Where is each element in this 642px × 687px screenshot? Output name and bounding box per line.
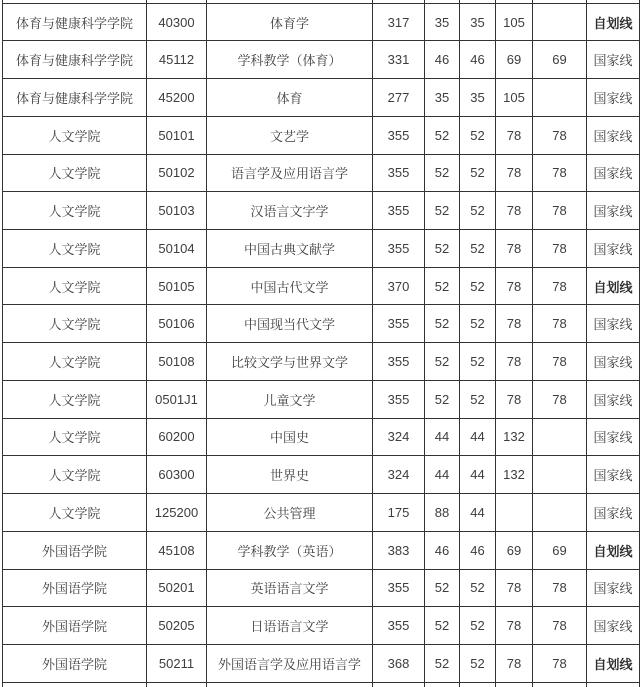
subject-score-cell-2: 52 <box>460 644 496 682</box>
subject-score-cell-1: 88 <box>425 494 460 532</box>
major-name-cell: 语言学及应用语言学 <box>207 154 373 192</box>
table-row <box>3 531 640 569</box>
major-name-cell: 中国古典文献学 <box>207 230 373 268</box>
subject-score-cell-3: 105 <box>496 3 533 41</box>
line-type-cell: 自划线 <box>587 531 640 569</box>
subject-score-cell-4 <box>533 418 587 456</box>
subject-score-cell-1: 46 <box>425 41 460 79</box>
table-row <box>3 607 640 645</box>
subject-score-cell-1: 52 <box>425 116 460 154</box>
college-cell: 人文学院 <box>3 456 147 494</box>
major-code-cell: 45108 <box>147 531 207 569</box>
subject-score-cell-1: 52 <box>425 267 460 305</box>
major-name-cell: 中国现当代文学 <box>207 305 373 343</box>
line-type-cell: 国家线 <box>587 569 640 607</box>
subject-score-cell-4: 78 <box>533 305 587 343</box>
major-name-cell: 儿童文学 <box>207 380 373 418</box>
major-code-cell: 50104 <box>147 230 207 268</box>
college-cell: 人文学院 <box>3 380 147 418</box>
subject-score-cell-3: 78 <box>496 267 533 305</box>
major-code-cell: 50108 <box>147 343 207 381</box>
college-cell: 人文学院 <box>3 343 147 381</box>
major-code-cell: 50205 <box>147 607 207 645</box>
subject-score-cell-1: 44 <box>425 418 460 456</box>
subject-score-cell-3: 78 <box>496 380 533 418</box>
subject-score-cell-3: 78 <box>496 343 533 381</box>
subject-score-cell-2: 52 <box>460 569 496 607</box>
partial-row-cell <box>496 682 533 687</box>
subject-score-cell-2: 52 <box>460 116 496 154</box>
total-score-cell: 324 <box>373 456 425 494</box>
major-code-cell: 40300 <box>147 3 207 41</box>
admission-score-table <box>2 0 640 687</box>
subject-score-cell-4: 78 <box>533 644 587 682</box>
total-score-cell: 175 <box>373 494 425 532</box>
subject-score-cell-3: 78 <box>496 305 533 343</box>
college-cell: 外国语学院 <box>3 531 147 569</box>
college-cell: 人文学院 <box>3 494 147 532</box>
partial-row-cell <box>147 682 207 687</box>
major-name-cell: 体育学 <box>207 3 373 41</box>
subject-score-cell-1: 52 <box>425 230 460 268</box>
subject-score-cell-1: 52 <box>425 154 460 192</box>
line-type-cell: 国家线 <box>587 79 640 117</box>
partial-row-cell <box>587 682 640 687</box>
total-score-cell: 355 <box>373 569 425 607</box>
subject-score-cell-3: 132 <box>496 418 533 456</box>
line-type-cell: 国家线 <box>587 116 640 154</box>
line-type-cell: 国家线 <box>587 343 640 381</box>
table-row <box>3 305 640 343</box>
subject-score-cell-3 <box>496 494 533 532</box>
total-score-cell: 368 <box>373 644 425 682</box>
subject-score-cell-3: 78 <box>496 230 533 268</box>
partial-row-cell <box>425 682 460 687</box>
table-row <box>3 154 640 192</box>
subject-score-cell-2: 52 <box>460 267 496 305</box>
subject-score-cell-2: 52 <box>460 192 496 230</box>
total-score-cell: 370 <box>373 267 425 305</box>
major-name-cell: 公共管理 <box>207 494 373 532</box>
table-row <box>3 3 640 41</box>
major-code-cell: 45200 <box>147 79 207 117</box>
subject-score-cell-1: 52 <box>425 607 460 645</box>
college-cell: 外国语学院 <box>3 644 147 682</box>
subject-score-cell-4: 69 <box>533 531 587 569</box>
subject-score-cell-2: 35 <box>460 3 496 41</box>
subject-score-cell-2: 52 <box>460 230 496 268</box>
college-cell: 体育与健康科学学院 <box>3 79 147 117</box>
major-name-cell: 中国古代文学 <box>207 267 373 305</box>
partial-row-bottom <box>3 682 640 687</box>
table-row <box>3 192 640 230</box>
major-name-cell: 日语语言文学 <box>207 607 373 645</box>
subject-score-cell-1: 44 <box>425 456 460 494</box>
subject-score-cell-4 <box>533 3 587 41</box>
subject-score-cell-1: 46 <box>425 531 460 569</box>
subject-score-cell-1: 35 <box>425 79 460 117</box>
partial-row-cell <box>207 682 373 687</box>
partial-row-cell <box>460 682 496 687</box>
subject-score-cell-4: 78 <box>533 267 587 305</box>
table-row <box>3 116 640 154</box>
line-type-cell: 自划线 <box>587 644 640 682</box>
table-row <box>3 418 640 456</box>
major-name-cell: 汉语言文字学 <box>207 192 373 230</box>
subject-score-cell-3: 78 <box>496 192 533 230</box>
major-code-cell: 50102 <box>147 154 207 192</box>
table-row <box>3 569 640 607</box>
subject-score-cell-2: 44 <box>460 456 496 494</box>
subject-score-cell-3: 105 <box>496 79 533 117</box>
college-cell: 人文学院 <box>3 230 147 268</box>
subject-score-cell-2: 52 <box>460 380 496 418</box>
subject-score-cell-4 <box>533 456 587 494</box>
line-type-cell: 自划线 <box>587 267 640 305</box>
line-type-cell: 国家线 <box>587 41 640 79</box>
table-row <box>3 494 640 532</box>
major-name-cell: 中国史 <box>207 418 373 456</box>
subject-score-cell-2: 52 <box>460 607 496 645</box>
major-name-cell: 体育 <box>207 79 373 117</box>
major-name-cell: 比较文学与世界文学 <box>207 343 373 381</box>
line-type-cell: 自划线 <box>587 3 640 41</box>
subject-score-cell-1: 35 <box>425 3 460 41</box>
subject-score-cell-3: 78 <box>496 607 533 645</box>
table-row <box>3 380 640 418</box>
major-code-cell: 50106 <box>147 305 207 343</box>
line-type-cell: 国家线 <box>587 607 640 645</box>
subject-score-cell-4: 78 <box>533 192 587 230</box>
major-code-cell: 50201 <box>147 569 207 607</box>
subject-score-cell-4: 78 <box>533 607 587 645</box>
subject-score-cell-4: 78 <box>533 569 587 607</box>
major-name-cell: 学科教学（体育） <box>207 41 373 79</box>
partial-row-cell <box>373 682 425 687</box>
table-row <box>3 267 640 305</box>
major-name-cell: 外国语言学及应用语言学 <box>207 644 373 682</box>
partial-row-cell <box>533 682 587 687</box>
subject-score-cell-4 <box>533 79 587 117</box>
subject-score-cell-3: 78 <box>496 154 533 192</box>
table-row <box>3 230 640 268</box>
subject-score-cell-3: 132 <box>496 456 533 494</box>
college-cell: 人文学院 <box>3 116 147 154</box>
line-type-cell: 国家线 <box>587 305 640 343</box>
total-score-cell: 331 <box>373 41 425 79</box>
college-cell: 人文学院 <box>3 267 147 305</box>
subject-score-cell-1: 52 <box>425 644 460 682</box>
line-type-cell: 国家线 <box>587 192 640 230</box>
line-type-cell: 国家线 <box>587 380 640 418</box>
college-cell: 人文学院 <box>3 305 147 343</box>
college-cell: 体育与健康科学学院 <box>3 3 147 41</box>
major-name-cell: 学科教学（英语） <box>207 531 373 569</box>
total-score-cell: 355 <box>373 343 425 381</box>
total-score-cell: 383 <box>373 531 425 569</box>
total-score-cell: 355 <box>373 607 425 645</box>
major-code-cell: 50105 <box>147 267 207 305</box>
major-code-cell: 125200 <box>147 494 207 532</box>
subject-score-cell-2: 46 <box>460 531 496 569</box>
table-row <box>3 41 640 79</box>
subject-score-cell-1: 52 <box>425 343 460 381</box>
table-row <box>3 644 640 682</box>
subject-score-cell-1: 52 <box>425 380 460 418</box>
college-cell: 体育与健康科学学院 <box>3 41 147 79</box>
major-code-cell: 60300 <box>147 456 207 494</box>
table-row <box>3 79 640 117</box>
partial-row-cell <box>3 682 147 687</box>
major-code-cell: 50211 <box>147 644 207 682</box>
subject-score-cell-4: 78 <box>533 230 587 268</box>
major-code-cell: 50103 <box>147 192 207 230</box>
subject-score-cell-2: 35 <box>460 79 496 117</box>
subject-score-cell-1: 52 <box>425 305 460 343</box>
line-type-cell: 国家线 <box>587 230 640 268</box>
major-code-cell: 60200 <box>147 418 207 456</box>
table-row <box>3 343 640 381</box>
subject-score-cell-4: 78 <box>533 380 587 418</box>
score-table-body <box>3 0 640 687</box>
subject-score-cell-1: 52 <box>425 192 460 230</box>
total-score-cell: 277 <box>373 79 425 117</box>
table-row <box>3 456 640 494</box>
subject-score-cell-2: 52 <box>460 154 496 192</box>
total-score-cell: 355 <box>373 305 425 343</box>
subject-score-cell-3: 69 <box>496 531 533 569</box>
major-name-cell: 英语语言文学 <box>207 569 373 607</box>
line-type-cell: 国家线 <box>587 418 640 456</box>
subject-score-cell-3: 78 <box>496 644 533 682</box>
major-name-cell: 世界史 <box>207 456 373 494</box>
college-cell: 外国语学院 <box>3 607 147 645</box>
line-type-cell: 国家线 <box>587 456 640 494</box>
total-score-cell: 324 <box>373 418 425 456</box>
college-cell: 外国语学院 <box>3 569 147 607</box>
subject-score-cell-1: 52 <box>425 569 460 607</box>
subject-score-cell-4: 69 <box>533 41 587 79</box>
subject-score-cell-2: 44 <box>460 494 496 532</box>
total-score-cell: 317 <box>373 3 425 41</box>
total-score-cell: 355 <box>373 192 425 230</box>
subject-score-cell-4 <box>533 494 587 532</box>
line-type-cell: 国家线 <box>587 494 640 532</box>
subject-score-cell-2: 52 <box>460 343 496 381</box>
total-score-cell: 355 <box>373 230 425 268</box>
major-code-cell: 0501J1 <box>147 380 207 418</box>
subject-score-cell-3: 78 <box>496 116 533 154</box>
subject-score-cell-4: 78 <box>533 343 587 381</box>
total-score-cell: 355 <box>373 154 425 192</box>
college-cell: 人文学院 <box>3 192 147 230</box>
total-score-cell: 355 <box>373 380 425 418</box>
subject-score-cell-4: 78 <box>533 154 587 192</box>
major-code-cell: 50101 <box>147 116 207 154</box>
subject-score-cell-4: 78 <box>533 116 587 154</box>
subject-score-cell-2: 52 <box>460 305 496 343</box>
subject-score-cell-2: 44 <box>460 418 496 456</box>
line-type-cell: 国家线 <box>587 154 640 192</box>
subject-score-cell-3: 78 <box>496 569 533 607</box>
major-code-cell: 45112 <box>147 41 207 79</box>
subject-score-cell-3: 69 <box>496 41 533 79</box>
college-cell: 人文学院 <box>3 154 147 192</box>
total-score-cell: 355 <box>373 116 425 154</box>
subject-score-cell-2: 46 <box>460 41 496 79</box>
college-cell: 人文学院 <box>3 418 147 456</box>
major-name-cell: 文艺学 <box>207 116 373 154</box>
